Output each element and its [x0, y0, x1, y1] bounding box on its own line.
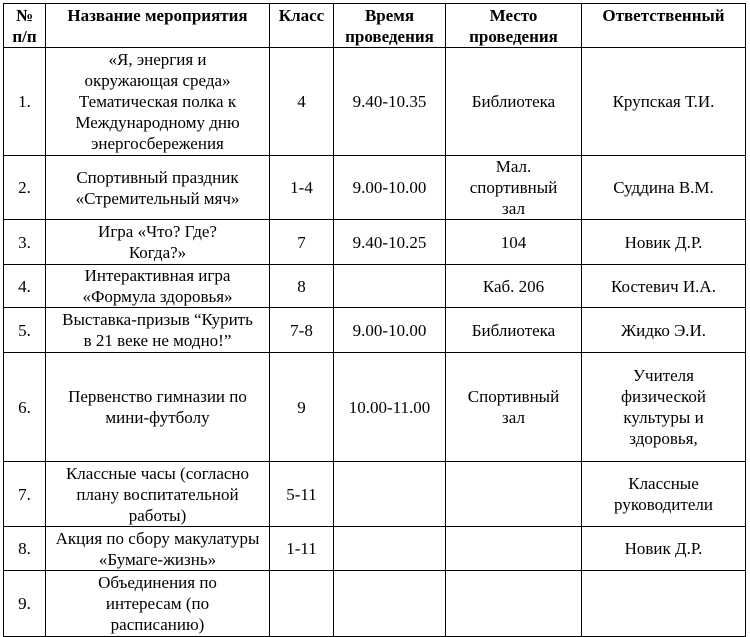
event-name	[46, 353, 270, 462]
event-name-line: Тематическая полка к	[78, 92, 237, 111]
event-time	[334, 527, 446, 571]
event-responsible	[582, 353, 746, 462]
event-time: 9.00-10.00	[334, 156, 446, 220]
event-responsible	[582, 308, 746, 353]
header-time-line2: проведения	[345, 27, 434, 46]
event-name-line: Когда?»	[128, 243, 187, 262]
event-name	[46, 220, 270, 265]
event-name	[46, 571, 270, 637]
event-name-line: Объединения по	[98, 573, 217, 592]
event-place	[446, 265, 582, 308]
event-place	[446, 571, 582, 637]
header-responsible: Ответственный	[582, 4, 746, 48]
event-name-line: окружающая среда»	[84, 71, 231, 90]
event-responsible	[582, 527, 746, 571]
event-responsible	[582, 156, 746, 220]
event-class: 5-11	[270, 462, 334, 527]
table-row	[4, 462, 746, 527]
event-responsible	[582, 462, 746, 527]
event-place-line: спортивный	[469, 178, 558, 197]
event-place-line: зал	[502, 408, 525, 427]
event-name	[46, 462, 270, 527]
event-name-line: интересам (по	[105, 594, 210, 613]
event-responsible-line: культуры и	[623, 408, 704, 427]
event-place	[446, 353, 582, 462]
event-responsible	[582, 48, 746, 156]
event-name-line: «Бумаге-жизнь»	[98, 549, 217, 569]
table-row	[4, 220, 746, 265]
header-name: Название мероприятия	[46, 4, 270, 48]
event-name-line: в 21 веке не модно!”	[83, 331, 232, 350]
event-place	[446, 156, 582, 220]
event-responsible-line: Крупская Т.И.	[612, 92, 715, 111]
event-class	[270, 571, 334, 637]
row-number: 9.	[4, 571, 46, 637]
event-class: 1-11	[270, 527, 334, 571]
header-num	[4, 4, 46, 48]
table-row	[4, 48, 746, 156]
event-responsible-line: здоровья,	[629, 429, 698, 448]
event-name-line: расписанию)	[110, 615, 205, 634]
header-row	[4, 4, 746, 48]
event-time: 9.00-10.00	[334, 308, 446, 353]
event-class: 7-8	[270, 308, 334, 353]
event-place-line: зал	[502, 199, 525, 218]
event-name-line: Спортивный праздник	[76, 167, 239, 187]
row-number: 2.	[4, 156, 46, 220]
row-number: 3.	[4, 220, 46, 265]
event-name	[46, 527, 270, 571]
event-place	[446, 308, 582, 353]
event-responsible-line: Новик Д.Р.	[624, 539, 703, 558]
event-name-line: Акция по сбору макулатуры	[55, 528, 260, 548]
event-name-line: Классные часы (согласно	[65, 463, 250, 483]
event-time: 10.00-11.00	[334, 353, 446, 462]
event-place	[446, 462, 582, 527]
event-place-line: Спортивный	[467, 387, 560, 406]
event-responsible	[582, 571, 746, 637]
event-time	[334, 462, 446, 527]
event-place-line: Библиотека	[471, 320, 556, 340]
event-name-line: Первенство гимназии по	[68, 387, 247, 406]
event-name-line: Интерактивная игра	[84, 266, 231, 285]
table-row	[4, 265, 746, 308]
event-name-line: «Я, энергия и	[108, 50, 207, 69]
event-name	[46, 156, 270, 220]
event-name	[46, 308, 270, 353]
header-num-line1: №	[15, 6, 34, 25]
event-name-line: плану воспитательной	[76, 484, 239, 504]
event-place-line: Библиотека	[471, 92, 556, 111]
header-class: Класс	[270, 4, 334, 48]
event-responsible	[582, 265, 746, 308]
header-place-line1: Место	[489, 6, 538, 25]
row-number: 5.	[4, 308, 46, 353]
event-class: 9	[270, 353, 334, 462]
event-responsible-line: Суддина В.М.	[613, 178, 714, 197]
event-name	[46, 48, 270, 156]
event-time	[334, 265, 446, 308]
event-responsible-line: Костевич И.А.	[611, 276, 716, 296]
table-row	[4, 156, 746, 220]
event-name-line: энергосбережения	[91, 134, 224, 153]
event-responsible-line: руководители	[614, 495, 713, 514]
event-responsible-line: Жидко Э.И.	[620, 320, 707, 340]
row-number: 6.	[4, 353, 46, 462]
row-number: 7.	[4, 462, 46, 527]
table-body	[4, 48, 746, 637]
header-num-line2: п/п	[12, 27, 37, 46]
event-class: 1-4	[270, 156, 334, 220]
event-time	[334, 571, 446, 637]
header-place	[446, 4, 582, 48]
event-class: 8	[270, 265, 334, 308]
event-responsible-line: Новик Д.Р.	[624, 232, 703, 252]
event-name-line: Международному дню	[75, 113, 240, 132]
event-place-line: Каб. 206	[482, 276, 545, 296]
event-name-line: Игра «Что? Где?	[98, 222, 217, 241]
event-responsible-line: Классные	[628, 474, 699, 493]
header-time	[334, 4, 446, 48]
table-row	[4, 308, 746, 353]
event-name-line: Выставка-призыв “Курить	[62, 310, 253, 329]
header-place-line2: проведения	[469, 27, 558, 46]
table-row	[4, 527, 746, 571]
events-schedule-table	[3, 3, 746, 637]
event-place	[446, 48, 582, 156]
event-name-line: «Формула здоровья»	[82, 287, 233, 306]
event-name	[46, 265, 270, 308]
table-row	[4, 353, 746, 462]
event-time: 9.40-10.25	[334, 220, 446, 265]
event-responsible	[582, 220, 746, 265]
header-time-line1: Время	[364, 6, 415, 25]
event-name-line: мини-футболу	[105, 408, 210, 427]
event-place-line: Мал.	[495, 157, 532, 176]
event-place	[446, 220, 582, 265]
event-place	[446, 527, 582, 571]
row-number: 1.	[4, 48, 46, 156]
row-number: 8.	[4, 527, 46, 571]
event-class: 7	[270, 220, 334, 265]
table-row	[4, 571, 746, 637]
event-name-line: «Стремительный мяч»	[75, 188, 240, 208]
event-name-line: работы)	[128, 505, 187, 525]
event-responsible-line: физической	[621, 387, 706, 406]
event-time: 9.40-10.35	[334, 48, 446, 156]
event-place-line: 104	[500, 232, 527, 252]
event-class: 4	[270, 48, 334, 156]
row-number: 4.	[4, 265, 46, 308]
event-responsible-line: Учителя	[633, 366, 694, 385]
